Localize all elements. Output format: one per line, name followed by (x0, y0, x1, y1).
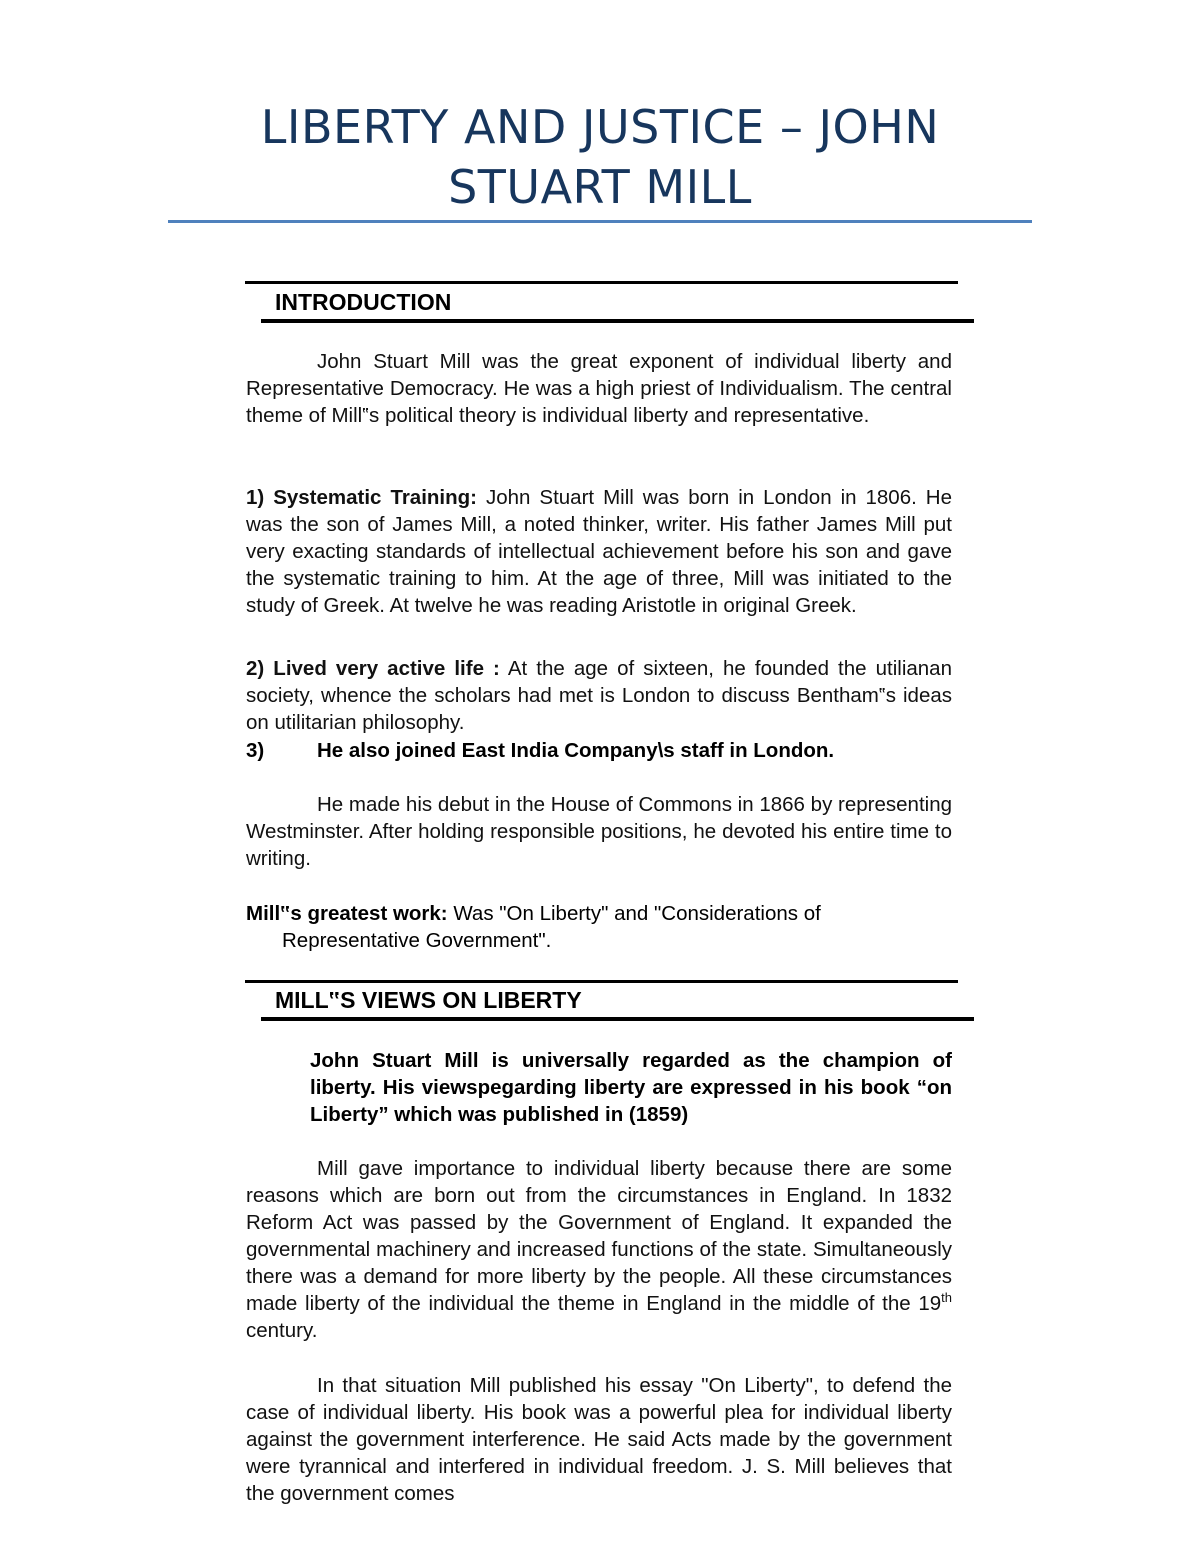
intro-rule-top (245, 281, 958, 284)
greatest-work-text-2: Representative Government". (282, 929, 552, 952)
point-active-life (246, 655, 952, 736)
views-rule-bottom (261, 1017, 974, 1021)
point-east-india (246, 737, 834, 764)
document-title (168, 97, 1032, 217)
greatest-work-text-1: Was "On Liberty" and "Considerations of (447, 902, 821, 925)
point-1-text: John Stuart Mill was born in London in 1806. He was the son of James Mill, a noted thinker, writer. His father James Mill put very exacting standards of intellectual achievement before his son and gave the systematic training to him. At the age of three, Mill was initiated to the study of Greek. At twelve he was reading Aristotle in original Greek. (246, 486, 952, 617)
champion-paragraph: John Stuart Mill is universally regarded as the champion of liberty. His viewspegarding liberty are expressed in his book “on Liberty” which was published in (1859) (310, 1049, 952, 1126)
importance-text-end: century. (246, 1319, 318, 1342)
title-line-1: LIBERTY AND JUSTICE – JOHN (260, 100, 940, 154)
views-rule-top (245, 980, 958, 983)
greatest-work (246, 900, 946, 954)
intro-heading: INTRODUCTION (275, 289, 452, 315)
title-line-2: STUART MILL (448, 160, 752, 214)
importance-text: Mill gave importance to individual liberty because there are some reasons which are born out from the circumstances in England. In 1832 Reform Act was passed by the Government of England. It expanded the governmental machinery and increased functions of the state. Simultaneously there was a demand for more liberty by the people. All these circumstances made liberty of the individual the theme in England in the middle of the 19 (246, 1157, 952, 1315)
intro-paragraph: John Stuart Mill was the great exponent of individual liberty and Representative Democracy. He was a high priest of Individualism. The central theme of Mill‟s political theory is individual liberty and representative. (246, 350, 952, 427)
point-1-label: 1) Systematic Training: (246, 486, 477, 509)
point-3-text: He also joined East India Company\s staff in London. (317, 739, 835, 762)
point-2-label: 2) Lived very active life : (246, 657, 500, 680)
commons-paragraph: He made his debut in the House of Commons in 1866 by representing Westminster. After holding responsible positions, he devoted his entire time to writing. (246, 793, 952, 870)
ordinal-suffix: th (941, 1290, 952, 1306)
point-3-number: 3) (246, 739, 265, 762)
point-2-text: At the age of sixteen, he founded the utilianan society, whence the scholars had met is London to discuss Bentham‟s ideas on utilitarian philosophy. (246, 657, 952, 734)
greatest-work-label: Mill‟s greatest work: (246, 902, 448, 925)
essay-paragraph: In that situation Mill published his essay "On Liberty", to defend the case of individual liberty. His book was a powerful plea for individual liberty against the government interference. He said Acts made by the government were tyrannical and interfered in individual freedom. J. S. Mill believes that the government comes (246, 1374, 952, 1505)
importance-paragraph (246, 1155, 952, 1344)
views-heading: MILL‟S VIEWS ON LIBERTY (275, 987, 582, 1013)
intro-rule-bottom (261, 319, 974, 323)
point-systematic-training (246, 484, 952, 619)
title-underline (168, 220, 1032, 223)
